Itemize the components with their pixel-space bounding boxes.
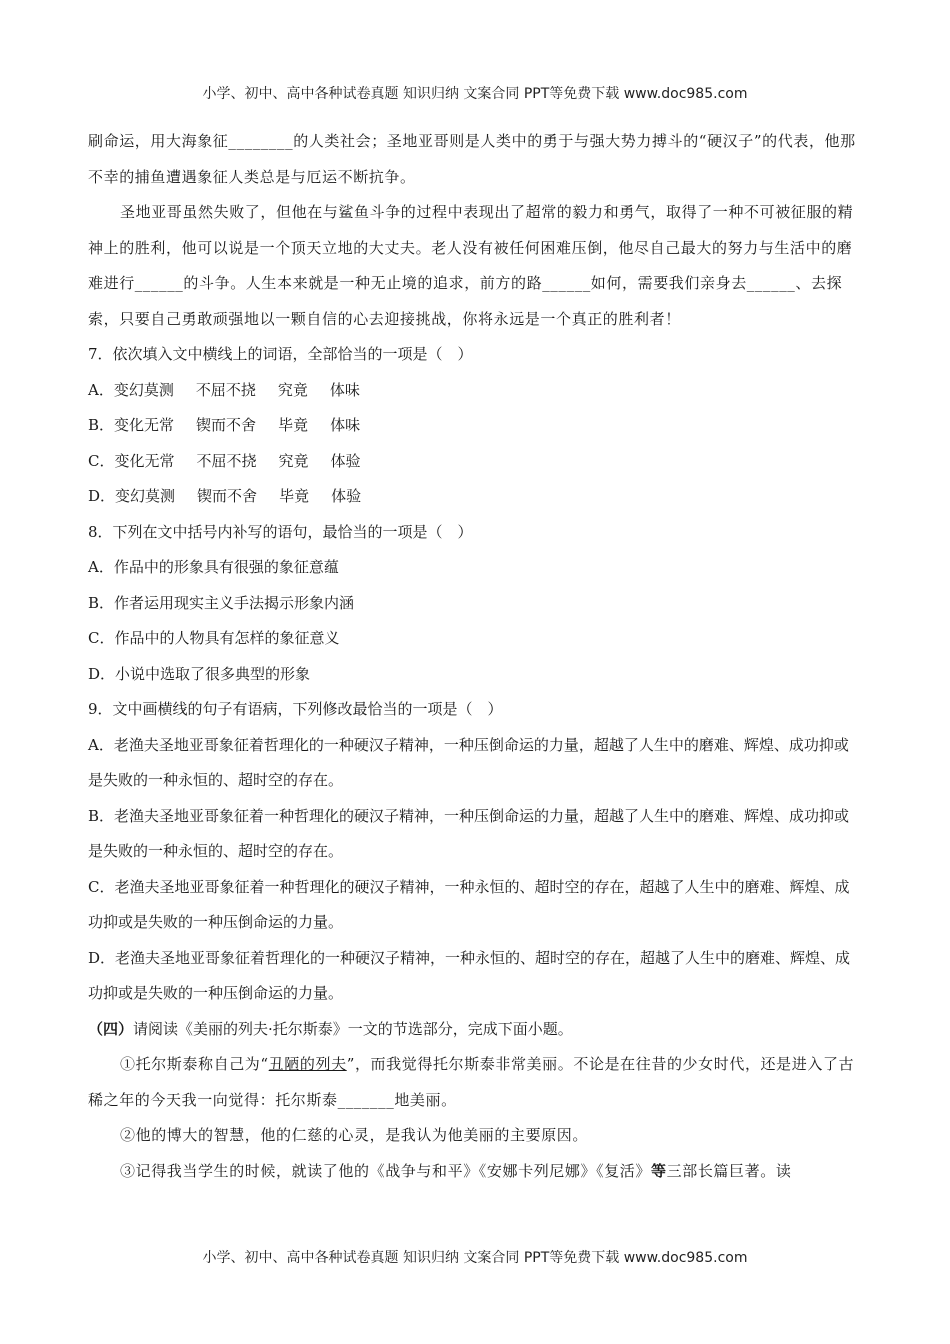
option-9c: C．老渔夫圣地亚哥象征着一种哲理化的硬汉子精神，一种永恒的、超时空的存在，超越了人生中的磨难、辉煌、成功抑或是失败的一种压倒命运的力量。 xyxy=(88,877,850,931)
option-7c: C．变化无常 不屈不挠 究竟 体验 xyxy=(88,451,361,470)
page-header: 小学、初中、高中各种试卷真题 知识归纳 文案合同 PPT等免费下载 www.doc985.com xyxy=(202,86,748,102)
question-7-stem: 7．依次填入文中横线上的词语，全部恰当的一项是（ ） xyxy=(88,345,473,363)
reading-paragraph-1: ①托尔斯泰称自己为“丑陋的列夫”，而我觉得托尔斯泰非常美丽。不论是在往昔的少女时代，还是进入了古稀之年的今天我一向觉得：托尔斯泰_______地美丽。 xyxy=(88,1055,855,1109)
section-4-label: （四） xyxy=(88,1019,134,1038)
blank: _______ xyxy=(337,1090,395,1109)
option-7d: D．变幻莫测 锲而不舍 毕竟 体验 xyxy=(88,487,362,505)
option-8a: A．作品中的形象具有很强的象征意蕴 xyxy=(88,558,339,576)
option-7a: A．变幻莫测 不屈不挠 究竟 体味 xyxy=(88,380,360,399)
option-9a: A．老渔夫圣地亚哥象征着哲理化的一种硬汉子精神，一种压倒命运的力量，超越了人生中的磨难、辉煌、成功抑或是失败的一种永恒的、超时空的存在。 xyxy=(88,735,849,789)
passage-paragraph: 圣地亚哥虽然失败了，但他在与鲨鱼斗争的过程中表现出了超常的毅力和勇气，取得了一种不可被征服的精神上的胜利，他可以说是一个顶天立地的大丈夫。老人没有被任何困难压倒，他尽自己最大的努力与生活中的磨难进行______的斗争。人生本来就是一种无止境的追求，前方的路______如何，需要我们亲身去______、去探索，只要自己勇敢顽强地以一颗自信的心去迎接挑战，你将永远是一个真正的胜利者！ xyxy=(88,203,854,328)
document-body xyxy=(88,124,860,1189)
page-footer: 小学、初中、高中各种试卷真题 知识归纳 文案合同 PPT等免费下载 www.doc985.com xyxy=(202,1250,748,1266)
question-9-stem: 9．文中画横线的句子有语病，下列修改最恰当的一项是（ ） xyxy=(88,700,503,718)
passage-paragraph: 刷命运，用大海象征________的人类社会；圣地亚哥则是人类中的勇于与强大势力搏斗的“硬汉子”的代表，他那不幸的捕鱼遭遇象征人类总是与厄运不断抗争。 xyxy=(88,132,856,186)
option-9b: B．老渔夫圣地亚哥象征着一种哲理化的硬汉子精神，一种压倒命运的力量，超越了人生中的磨难、辉煌、成功抑或是失败的一种永恒的、超时空的存在。 xyxy=(88,806,850,860)
option-9d: D．老渔夫圣地亚哥象征着哲理化的一种硬汉子精神，一种永恒的、超时空的存在，超越了人生中的磨难、辉煌、成功抑或是失败的一种压倒命运的力量。 xyxy=(88,948,851,1002)
question-7-options xyxy=(88,373,860,515)
section-4-intro: （四）请阅读《美丽的列夫·托尔斯泰》一文的节选部分，完成下面小题。 xyxy=(88,1019,573,1038)
option-8d: D．小说中选取了很多典型的形象 xyxy=(88,664,311,683)
reading-paragraph-2: ②他的博大的智慧，他的仁慈的心灵，是我认为他美丽的主要原因。 xyxy=(120,1126,589,1144)
underlined-phrase: 丑陋的列夫 xyxy=(268,1055,347,1073)
option-7b: B．变化无常 锲而不舍 毕竟 体味 xyxy=(88,416,361,434)
option-8b: B．作者运用现实主义手法揭示形象内涵 xyxy=(88,593,355,612)
reading-paragraph-3: ③记得我当学生的时候，就读了他的《战争与和平》《安娜卡列尼娜》《复活》等三部长篇巨著。读 xyxy=(120,1161,792,1180)
question-8-stem: 8．下列在文中括号内补写的语句，最恰当的一项是（ ） xyxy=(88,522,473,541)
option-8c: C．作品中的人物具有怎样的象征意义 xyxy=(88,629,340,647)
